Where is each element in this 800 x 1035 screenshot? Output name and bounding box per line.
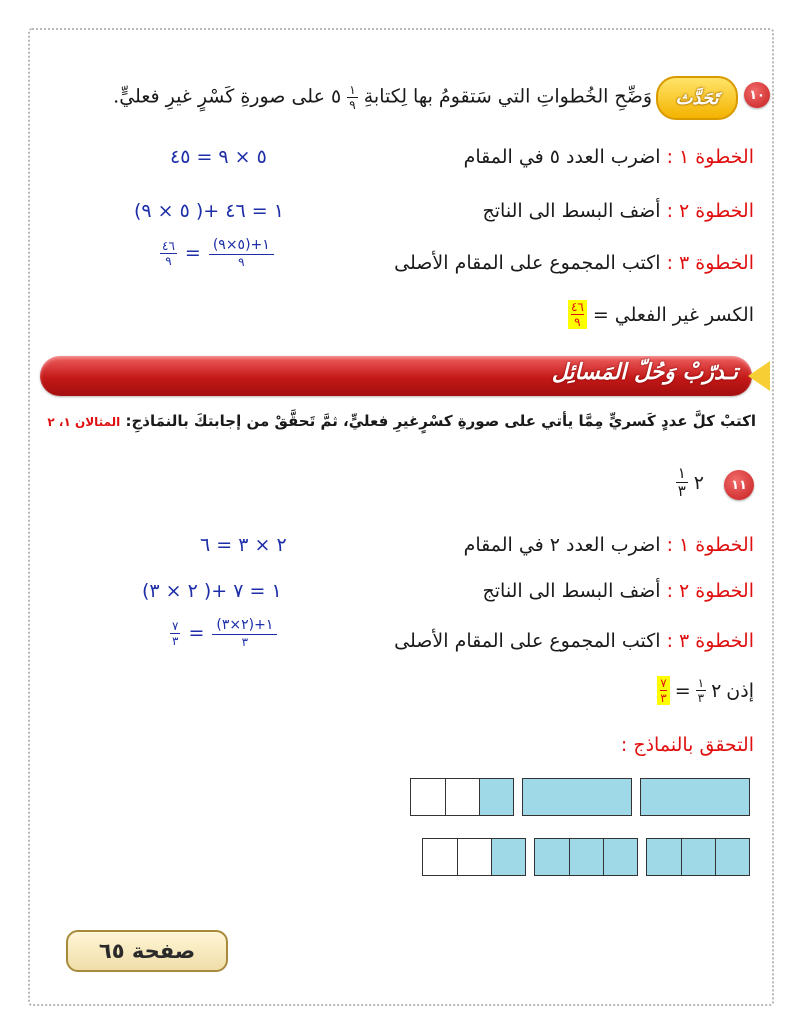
fraction-numerator: ٧: [172, 618, 179, 633]
step-text: اضرب العدد ٥ في المقام: [463, 146, 661, 168]
thirds-bar: [422, 838, 526, 876]
fraction-denominator: ٣: [660, 691, 667, 705]
whole-bar: [640, 778, 750, 816]
question-10-fraction: [347, 84, 357, 111]
fraction-numerator: ٧: [660, 676, 667, 690]
mixed-whole: ٢: [693, 471, 704, 494]
question-10-text-after: على صورةِ كَسْرٍ غيرِ فعليٍّ.: [113, 85, 325, 108]
step-text: أضف البسط الى الناتج: [482, 580, 661, 602]
banner-title: تـدرّبْ وَحُلّ المَسائِل: [551, 360, 738, 385]
step-10-3: [394, 252, 754, 274]
result-11: [657, 676, 754, 705]
example-reference: المثالان ١، ٢: [47, 415, 121, 429]
instruction-text: اكتبْ كلَّ عددٍ كَسريٍّ مِمَّا يأتي على صورةِ كسْرٍغيرِ فعليٍّ، ثمَّ تَحقَّقْ من إجابتكَ بالنمَاذجِ:: [125, 412, 756, 430]
step-label: الخطوة ٣ :: [666, 630, 754, 652]
bar-cell-empty: [445, 779, 479, 815]
bar-cell-shaded: [569, 839, 603, 875]
improper-label: الكسر غير الفعلي =: [592, 303, 754, 326]
fraction-numerator: (٢×٣)+١: [212, 618, 277, 635]
page-number-label: صفحة ٦٥: [66, 930, 228, 972]
step-text: اضرب العدد ٢ في المقام: [463, 534, 661, 556]
step-text: أضف البسط الى الناتج: [482, 200, 661, 222]
bar-cell-shaded: [479, 779, 513, 815]
thirds-bar: [410, 778, 514, 816]
question-number-11: ١١: [724, 470, 754, 500]
model-row-wholes: [410, 778, 750, 816]
whole-bar: [522, 778, 632, 816]
equation: (٢ × ٣ )+ ١ = ٧: [142, 580, 282, 602]
step-label: الخطوة ١ :: [666, 534, 754, 556]
step-label: الخطوة ٢ :: [666, 580, 754, 602]
improper-fraction-10: [568, 300, 754, 329]
step-label: الخطوة ١ :: [666, 146, 754, 168]
fraction-numerator: (٥×٩)+١: [209, 238, 274, 255]
fraction-denominator: ٣: [241, 635, 249, 649]
bar-cell-empty: [411, 779, 445, 815]
expression-fraction: [209, 238, 274, 268]
fraction-denominator: ٣: [677, 482, 686, 500]
fraction-denominator: ٩: [349, 98, 356, 112]
step-10-1-equation: [170, 146, 267, 168]
fraction-numerator: ٤٦: [162, 238, 175, 253]
expression-fraction: [212, 618, 277, 648]
bar-cell-shaded: [715, 839, 749, 875]
fraction-denominator: ٣: [172, 633, 179, 648]
step-11-3-equation: [170, 618, 277, 648]
fraction-denominator: ٩: [165, 253, 172, 268]
mixed-fraction: [696, 677, 706, 704]
question-11-mixed-number: [676, 466, 704, 499]
check-label: التحقق بالنماذج :: [620, 734, 754, 756]
question-10-text-before: وَضِّحِ الخُطواتِ التي سَتقومُ بها لِكتابةِ: [363, 85, 652, 108]
fraction-numerator: ٤٦: [570, 300, 584, 314]
bar-cell-empty: [457, 839, 491, 875]
result-fraction: [170, 620, 180, 647]
fraction-numerator: ١: [349, 83, 356, 97]
mixed-whole: ٢: [711, 679, 722, 702]
bar-cell-shaded: [681, 839, 715, 875]
equals-sign: =: [184, 242, 201, 264]
step-text: اكتب المجموع على المقام الأصلى: [394, 630, 661, 652]
step-11-2: [483, 580, 755, 602]
fraction-denominator: ٩: [238, 255, 245, 269]
bar-cell-shaded: [603, 839, 637, 875]
step-10-2: [483, 200, 755, 222]
mixed-fraction: [676, 466, 688, 499]
step-10-3-equation: [160, 238, 274, 268]
step-text: اكتب المجموع على المقام الأصلى: [394, 252, 661, 274]
equation: ٢ × ٣ = ٦: [200, 534, 287, 556]
equation: ٥ × ٩ = ٤٥: [170, 146, 267, 168]
thirds-bar: [534, 838, 638, 876]
result-fraction: [160, 240, 177, 267]
bar-cell-empty: [423, 839, 457, 875]
fraction-denominator: ٩: [574, 315, 581, 329]
fraction-numerator: ١: [697, 676, 705, 690]
thirds-bar: [646, 838, 750, 876]
talk-badge: تَحَدَّث: [656, 76, 738, 120]
result-prefix: إذن: [726, 679, 754, 702]
bar-cell-shaded: [647, 839, 681, 875]
model-row-thirds: [422, 838, 750, 876]
equation: (٥ × ٩ )+ ١ = ٤٦: [134, 200, 284, 222]
equals-sign: =: [674, 679, 691, 702]
step-label: الخطوة ٣ :: [666, 252, 754, 274]
question-number-10: ١٠: [744, 82, 770, 108]
step-10-1: [464, 146, 754, 168]
highlighted-answer: [657, 676, 669, 705]
step-11-3: [394, 630, 754, 652]
equals-sign: =: [188, 622, 205, 644]
highlighted-answer: [568, 300, 587, 329]
step-label: الخطوة ٢ :: [666, 200, 754, 222]
fraction-denominator: ٣: [697, 691, 705, 705]
step-11-2-equation: [142, 580, 282, 602]
fraction-numerator: ١: [677, 464, 686, 482]
bar-cell-shaded: [535, 839, 569, 875]
banner-arrow-icon: [748, 361, 770, 391]
practice-instruction: [47, 412, 756, 430]
question-10-whole: ٥: [330, 85, 342, 108]
question-10-text: [113, 84, 652, 111]
bar-cell-shaded: [491, 839, 525, 875]
step-10-2-equation: [134, 200, 284, 222]
step-11-1-equation: [200, 534, 287, 556]
step-11-1: [464, 534, 754, 556]
